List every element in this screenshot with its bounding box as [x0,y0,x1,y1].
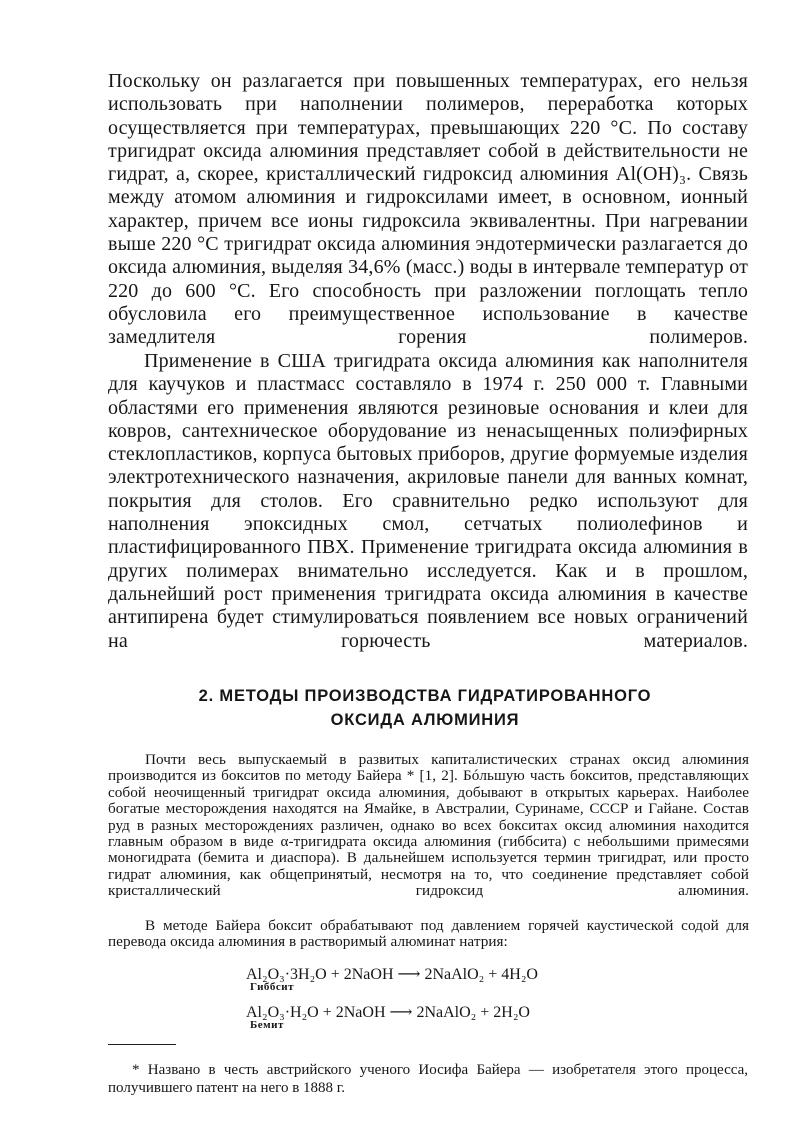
paragraph-bayer-method: В методе Байера боксит обрабатывают под давлением горячей каустической содой для перевода оксида алюминия в растворимый алюминат натрия: [108,917,749,951]
equation-boehmite [246,1002,530,1031]
equation-gibbsite [246,964,538,993]
section-heading-line2: ОКСИДА АЛЮМИНИЯ [330,711,520,729]
equation-boehmite-text: Al₂O₃·H₂O + 2NaOH ⟶ 2NaAlO₂ + 2H₂O [246,1004,530,1021]
footnote: * Названо в честь австрийского ученого Иосифа Байера — изобретателя этого процесса, получившего патент на него в 1888 г. [108,1062,748,1096]
section-heading-line1: 2. МЕТОДЫ ПРОИЗВОДСТВА ГИДРАТИРОВАННОГО [198,687,652,705]
footnote-divider [108,1044,176,1045]
paragraph-usa-application: Применение в США тригидрата оксида алюминия как наполнителя для каучуков и пластмасс составляло в 1974 г. 250 000 т. Главными областями его применения являются резиновые основания и клеи для ковров, сантехническое оборудование из ненасыщенных полиэфирных стеклопластиков, корпуса бытовых приборов, другие формуемые изделия электротехнического назначения, акриловые панели для ванных комнат, покрытия для столов. Его сравнительно редко используют для наполнения эпоксидных смол, сетчатых полиолефинов и пластифицированного ПВХ. Применение тригидрата оксида алюминия в других полимерах внимательно исследуется. Как и в прошлом, дальнейший рост применения тригидрата оксида алюминия в качестве антипирена будет стимулироваться появлением все новых ограничений на горючесть материалов. [108,350,748,652]
equation-boehmite-label: Бемит [250,1019,284,1031]
paragraph-bayer-process: Почти весь выпускаемый в развитых капиталистических странах оксид алюминия производится из бокситов по методу Байера * [1, 2]. Бóльшую часть бокситов, представляющих собой неочищенный тригидрат оксида алюминия, добывают в открытых карьерах. Наиболее богатые месторождения находятся на Ямайке, в Австралии, Суринаме, СССР и Гайане. Состав руд в разных месторождениях различен, однако во всех бокситах оксид алюминия находится главным образом в виде α-тригидрата оксида алюминия (гиббсита) с небольшими примесями моногидрата (бемита и диаспора). В дальнейшем используется термин тригидрат, или просто гидрат алюминия, как общепринятый, несмотря на то, что соединение представляет собой кристаллический гидроксид алюминия. [108,751,749,900]
paragraph-decomposition: Поскольку он разлагается при повышенных температурах, его нельзя использовать при наполнении полимеров, переработка которых осуществляется при температурах, превышающих 220 °С. По составу тригидрат оксида алюминия представляет собой в действительности не гидрат, а, скорее, кристаллический гидроксид алюминия Al(OH)₃. Связь между атомом алюминия и гидроксилами имеет, в основном, ионный характер, причем все ионы гидроксила эквивалентны. При нагревании выше 220 °С тригидрат оксида алюминия эндотермически разлагается до оксида алюминия, выделяя 34,6% (масс.) воды в интервале температур от 220 до 600 °С. Его способность при разложении поглощать тепло обусловила его преимущественное использование в качестве замедлителя горения полимеров. [108,70,748,349]
equation-gibbsite-text: Al₂O₃·3H₂O + 2NaOH ⟶ 2NaAlO₂ + 4H₂O [246,966,538,983]
equation-gibbsite-label: Гиббсит [250,981,295,993]
